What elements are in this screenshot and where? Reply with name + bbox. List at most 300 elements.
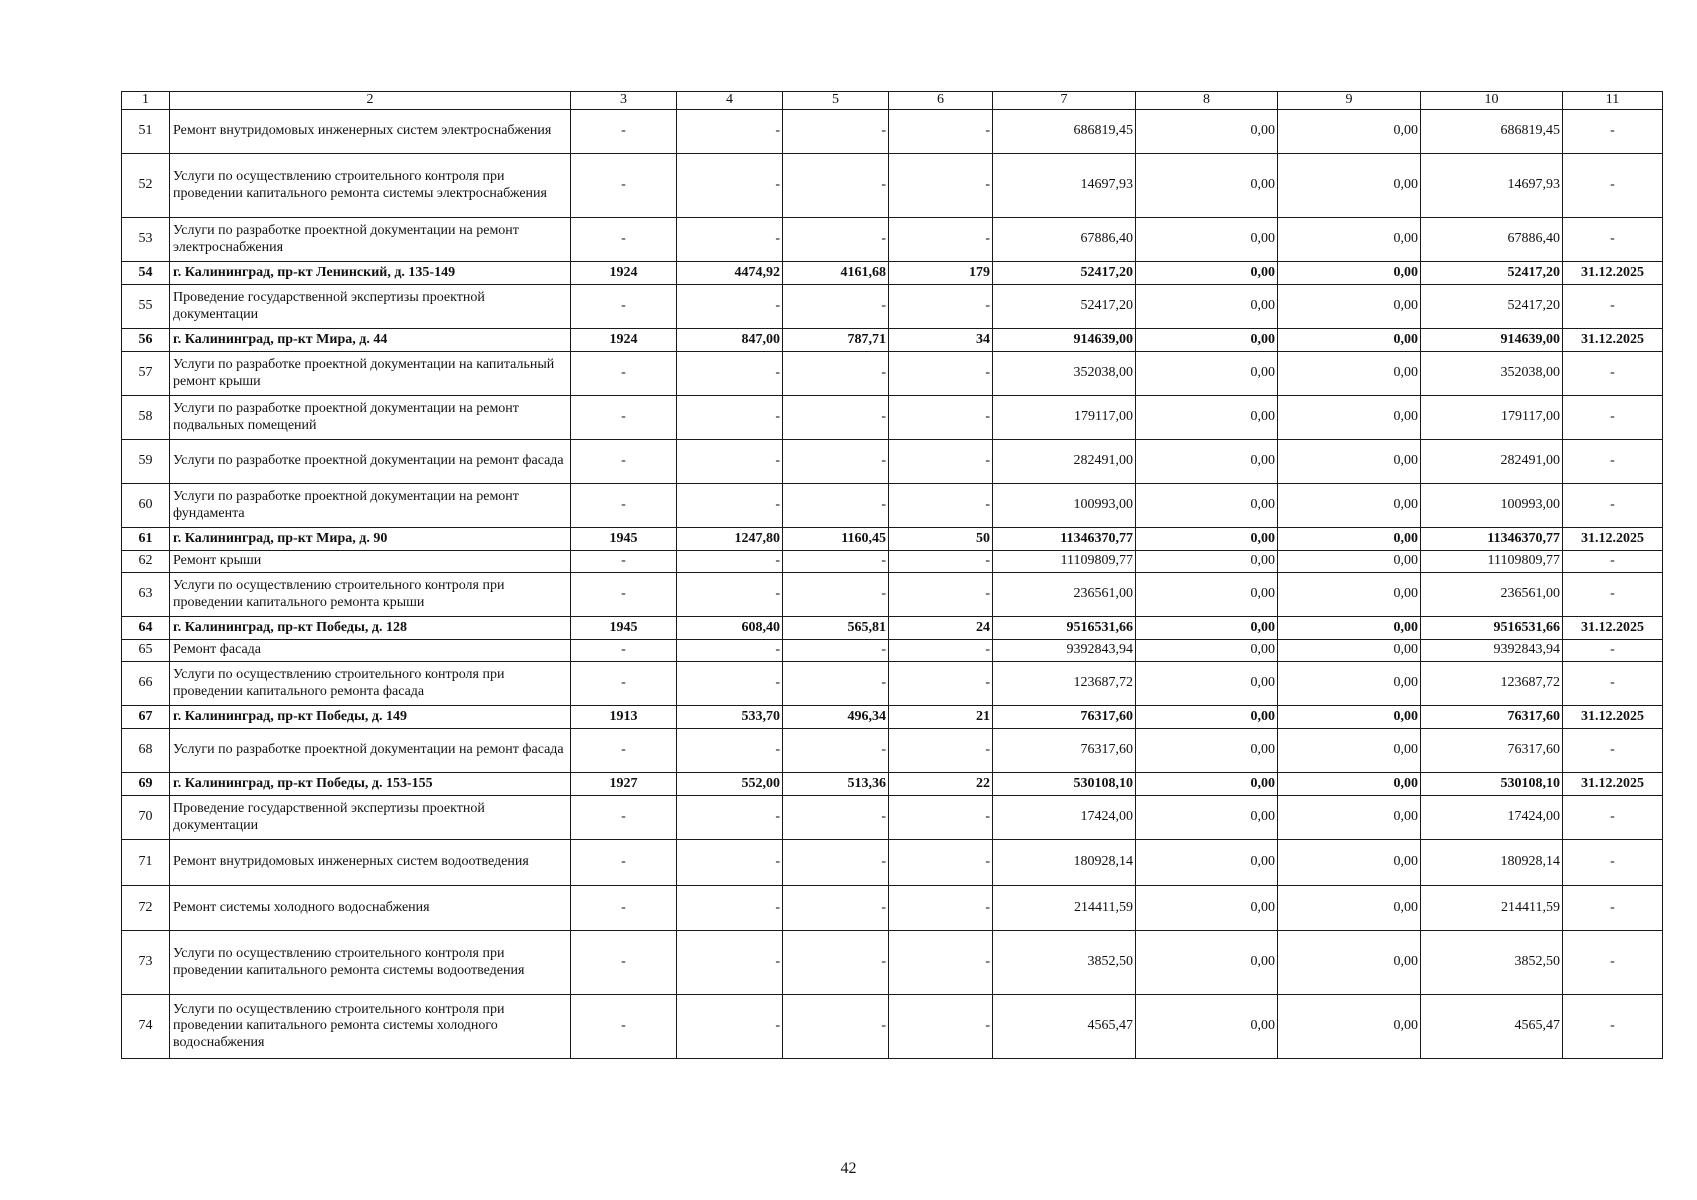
- total-area-cell: 533,70: [677, 706, 783, 729]
- item-description-cell: г. Калининград, пр-кт Победы, д. 153-155: [170, 773, 571, 796]
- table-row: [122, 662, 1663, 706]
- year-built-cell: -: [571, 484, 677, 528]
- owners-share-cell: 11109809,77: [1421, 551, 1563, 573]
- residents-count-cell: -: [889, 995, 993, 1059]
- total-cost-cell: 214411,59: [993, 886, 1136, 931]
- total-area-cell: -: [677, 154, 783, 218]
- total-cost-cell: 14697,93: [993, 154, 1136, 218]
- living-area-cell: 565,81: [783, 617, 889, 640]
- budget-share-cell: 0,00: [1278, 995, 1421, 1059]
- header-cell: 5: [783, 92, 889, 110]
- owners-share-cell: 9392843,94: [1421, 640, 1563, 662]
- budget-share-cell: 0,00: [1278, 154, 1421, 218]
- total-cost-cell: 530108,10: [993, 773, 1136, 796]
- fund-share-cell: 0,00: [1136, 886, 1278, 931]
- owners-share-cell: 180928,14: [1421, 840, 1563, 886]
- table-row: [122, 931, 1663, 995]
- budget-share-cell: 0,00: [1278, 662, 1421, 706]
- year-built-cell: -: [571, 352, 677, 396]
- table-row: [122, 840, 1663, 886]
- living-area-cell: 496,34: [783, 706, 889, 729]
- header-cell: 1: [122, 92, 170, 110]
- budget-share-cell: 0,00: [1278, 773, 1421, 796]
- item-description-cell: Услуги по осуществлению строительного контроля при проведении капитального ремонта крыши: [170, 573, 571, 617]
- item-description-cell: Услуги по разработке проектной документации на ремонт фасада: [170, 729, 571, 773]
- budget-share-cell: 0,00: [1278, 329, 1421, 352]
- year-built-cell: -: [571, 154, 677, 218]
- residents-count-cell: -: [889, 154, 993, 218]
- completion-date-cell: -: [1563, 551, 1663, 573]
- fund-share-cell: 0,00: [1136, 262, 1278, 285]
- total-area-cell: -: [677, 285, 783, 329]
- fund-share-cell: 0,00: [1136, 640, 1278, 662]
- completion-date-cell: -: [1563, 995, 1663, 1059]
- completion-date-cell: 31.12.2025: [1563, 262, 1663, 285]
- living-area-cell: -: [783, 440, 889, 484]
- table-row: [122, 640, 1663, 662]
- completion-date-cell: -: [1563, 440, 1663, 484]
- fund-share-cell: 0,00: [1136, 995, 1278, 1059]
- budget-share-cell: 0,00: [1278, 396, 1421, 440]
- year-built-cell: -: [571, 551, 677, 573]
- total-cost-cell: 914639,00: [993, 329, 1136, 352]
- living-area-cell: -: [783, 551, 889, 573]
- residents-count-cell: -: [889, 484, 993, 528]
- living-area-cell: -: [783, 285, 889, 329]
- completion-date-cell: -: [1563, 573, 1663, 617]
- budget-share-cell: 0,00: [1278, 110, 1421, 154]
- item-description-cell: Услуги по разработке проектной документации на ремонт электроснабжения: [170, 218, 571, 262]
- owners-share-cell: 67886,40: [1421, 218, 1563, 262]
- total-cost-cell: 100993,00: [993, 484, 1136, 528]
- residents-count-cell: -: [889, 931, 993, 995]
- row-number-cell: 51: [122, 110, 170, 154]
- owners-share-cell: 76317,60: [1421, 729, 1563, 773]
- total-area-cell: -: [677, 886, 783, 931]
- living-area-cell: -: [783, 931, 889, 995]
- item-description-cell: Ремонт фасада: [170, 640, 571, 662]
- item-description-cell: Услуги по разработке проектной документации на ремонт фасада: [170, 440, 571, 484]
- total-area-cell: -: [677, 840, 783, 886]
- fund-share-cell: 0,00: [1136, 617, 1278, 640]
- living-area-cell: -: [783, 396, 889, 440]
- living-area-cell: 4161,68: [783, 262, 889, 285]
- residents-count-cell: -: [889, 352, 993, 396]
- residents-count-cell: -: [889, 110, 993, 154]
- header-cell: 10: [1421, 92, 1563, 110]
- total-cost-cell: 180928,14: [993, 840, 1136, 886]
- budget-share-cell: 0,00: [1278, 262, 1421, 285]
- item-description-cell: Проведение государственной экспертизы проектной документации: [170, 796, 571, 840]
- owners-share-cell: 4565,47: [1421, 995, 1563, 1059]
- table-row: [122, 729, 1663, 773]
- total-cost-cell: 9516531,66: [993, 617, 1136, 640]
- fund-share-cell: 0,00: [1136, 396, 1278, 440]
- completion-date-cell: -: [1563, 154, 1663, 218]
- item-description-cell: Ремонт внутридомовых инженерных систем электроснабжения: [170, 110, 571, 154]
- header-cell: 4: [677, 92, 783, 110]
- total-area-cell: 1247,80: [677, 528, 783, 551]
- item-description-cell: Услуги по разработке проектной документации на ремонт подвальных помещений: [170, 396, 571, 440]
- header-cell: 6: [889, 92, 993, 110]
- year-built-cell: 1945: [571, 617, 677, 640]
- table-row: [122, 440, 1663, 484]
- owners-share-cell: 76317,60: [1421, 706, 1563, 729]
- fund-share-cell: 0,00: [1136, 551, 1278, 573]
- owners-share-cell: 9516531,66: [1421, 617, 1563, 640]
- living-area-cell: -: [783, 886, 889, 931]
- living-area-cell: 513,36: [783, 773, 889, 796]
- owners-share-cell: 530108,10: [1421, 773, 1563, 796]
- owners-share-cell: 52417,20: [1421, 285, 1563, 329]
- living-area-cell: -: [783, 218, 889, 262]
- year-built-cell: -: [571, 886, 677, 931]
- table-row: [122, 484, 1663, 528]
- total-area-cell: -: [677, 662, 783, 706]
- fund-share-cell: 0,00: [1136, 154, 1278, 218]
- completion-date-cell: 31.12.2025: [1563, 528, 1663, 551]
- table-row: [122, 796, 1663, 840]
- item-description-cell: Ремонт внутридомовых инженерных систем водоотведения: [170, 840, 571, 886]
- fund-share-cell: 0,00: [1136, 840, 1278, 886]
- budget-share-cell: 0,00: [1278, 617, 1421, 640]
- item-description-cell: Услуги по разработке проектной документации на ремонт фундамента: [170, 484, 571, 528]
- residents-count-cell: -: [889, 840, 993, 886]
- completion-date-cell: -: [1563, 484, 1663, 528]
- budget-share-cell: 0,00: [1278, 484, 1421, 528]
- completion-date-cell: -: [1563, 796, 1663, 840]
- residents-count-cell: -: [889, 662, 993, 706]
- table-row: [122, 285, 1663, 329]
- owners-share-cell: 282491,00: [1421, 440, 1563, 484]
- total-cost-cell: 179117,00: [993, 396, 1136, 440]
- living-area-cell: -: [783, 796, 889, 840]
- owners-share-cell: 11346370,77: [1421, 528, 1563, 551]
- total-area-cell: -: [677, 440, 783, 484]
- total-cost-cell: 9392843,94: [993, 640, 1136, 662]
- item-description-cell: г. Калининград, пр-кт Победы, д. 149: [170, 706, 571, 729]
- year-built-cell: 1927: [571, 773, 677, 796]
- row-number-cell: 65: [122, 640, 170, 662]
- fund-share-cell: 0,00: [1136, 931, 1278, 995]
- budget-share-cell: 0,00: [1278, 440, 1421, 484]
- header-cell: 7: [993, 92, 1136, 110]
- completion-date-cell: -: [1563, 886, 1663, 931]
- header-cell: 2: [170, 92, 571, 110]
- item-description-cell: г. Калининград, пр-кт Мира, д. 90: [170, 528, 571, 551]
- row-number-cell: 53: [122, 218, 170, 262]
- owners-share-cell: 914639,00: [1421, 329, 1563, 352]
- residents-count-cell: 50: [889, 528, 993, 551]
- header-cell: 3: [571, 92, 677, 110]
- total-area-cell: -: [677, 551, 783, 573]
- living-area-cell: -: [783, 729, 889, 773]
- total-area-cell: -: [677, 995, 783, 1059]
- total-cost-cell: 11346370,77: [993, 528, 1136, 551]
- fund-share-cell: 0,00: [1136, 484, 1278, 528]
- total-area-cell: -: [677, 218, 783, 262]
- item-description-cell: Услуги по разработке проектной документации на капитальный ремонт крыши: [170, 352, 571, 396]
- row-number-cell: 58: [122, 396, 170, 440]
- row-number-cell: 55: [122, 285, 170, 329]
- row-number-cell: 66: [122, 662, 170, 706]
- completion-date-cell: 31.12.2025: [1563, 617, 1663, 640]
- fund-share-cell: 0,00: [1136, 329, 1278, 352]
- residents-count-cell: 22: [889, 773, 993, 796]
- residents-count-cell: 21: [889, 706, 993, 729]
- owners-share-cell: 3852,50: [1421, 931, 1563, 995]
- completion-date-cell: 31.12.2025: [1563, 706, 1663, 729]
- year-built-cell: -: [571, 573, 677, 617]
- page-number: 42: [840, 1160, 857, 1177]
- budget-table: [121, 91, 1663, 1059]
- owners-share-cell: 100993,00: [1421, 484, 1563, 528]
- living-area-cell: -: [783, 154, 889, 218]
- total-cost-cell: 52417,20: [993, 262, 1136, 285]
- residents-count-cell: -: [889, 396, 993, 440]
- table-row: [122, 573, 1663, 617]
- residents-count-cell: -: [889, 285, 993, 329]
- completion-date-cell: -: [1563, 640, 1663, 662]
- year-built-cell: 1913: [571, 706, 677, 729]
- completion-date-cell: -: [1563, 110, 1663, 154]
- year-built-cell: -: [571, 396, 677, 440]
- owners-share-cell: 352038,00: [1421, 352, 1563, 396]
- item-description-cell: Услуги по осуществлению строительного контроля при проведении капитального ремонта системы холодного водоснабжения: [170, 995, 571, 1059]
- budget-share-cell: 0,00: [1278, 285, 1421, 329]
- residents-count-cell: -: [889, 218, 993, 262]
- total-area-cell: -: [677, 931, 783, 995]
- row-number-cell: 72: [122, 886, 170, 931]
- fund-share-cell: 0,00: [1136, 285, 1278, 329]
- address-row: [122, 773, 1663, 796]
- fund-share-cell: 0,00: [1136, 352, 1278, 396]
- row-number-cell: 68: [122, 729, 170, 773]
- row-number-cell: 74: [122, 995, 170, 1059]
- living-area-cell: -: [783, 352, 889, 396]
- residents-count-cell: 34: [889, 329, 993, 352]
- residents-count-cell: -: [889, 440, 993, 484]
- budget-share-cell: 0,00: [1278, 706, 1421, 729]
- fund-share-cell: 0,00: [1136, 706, 1278, 729]
- total-cost-cell: 76317,60: [993, 729, 1136, 773]
- total-cost-cell: 282491,00: [993, 440, 1136, 484]
- header-cell: 8: [1136, 92, 1278, 110]
- completion-date-cell: 31.12.2025: [1563, 329, 1663, 352]
- owners-share-cell: 236561,00: [1421, 573, 1563, 617]
- row-number-cell: 59: [122, 440, 170, 484]
- row-number-cell: 56: [122, 329, 170, 352]
- table-row: [122, 154, 1663, 218]
- row-number-cell: 54: [122, 262, 170, 285]
- item-description-cell: г. Калининград, пр-кт Мира, д. 44: [170, 329, 571, 352]
- table-row: [122, 551, 1663, 573]
- total-area-cell: -: [677, 396, 783, 440]
- owners-share-cell: 214411,59: [1421, 886, 1563, 931]
- living-area-cell: 1160,45: [783, 528, 889, 551]
- living-area-cell: -: [783, 573, 889, 617]
- total-cost-cell: 11109809,77: [993, 551, 1136, 573]
- budget-share-cell: 0,00: [1278, 729, 1421, 773]
- living-area-cell: -: [783, 840, 889, 886]
- total-area-cell: -: [677, 640, 783, 662]
- budget-share-cell: 0,00: [1278, 796, 1421, 840]
- owners-share-cell: 14697,93: [1421, 154, 1563, 218]
- total-cost-cell: 4565,47: [993, 995, 1136, 1059]
- fund-share-cell: 0,00: [1136, 110, 1278, 154]
- residents-count-cell: -: [889, 729, 993, 773]
- budget-share-cell: 0,00: [1278, 573, 1421, 617]
- year-built-cell: -: [571, 796, 677, 840]
- row-number-cell: 63: [122, 573, 170, 617]
- item-description-cell: г. Калининград, пр-кт Победы, д. 128: [170, 617, 571, 640]
- year-built-cell: -: [571, 285, 677, 329]
- row-number-cell: 69: [122, 773, 170, 796]
- total-cost-cell: 352038,00: [993, 352, 1136, 396]
- residents-count-cell: -: [889, 796, 993, 840]
- living-area-cell: -: [783, 662, 889, 706]
- address-row: [122, 262, 1663, 285]
- row-number-cell: 52: [122, 154, 170, 218]
- completion-date-cell: -: [1563, 931, 1663, 995]
- row-number-cell: 57: [122, 352, 170, 396]
- residents-count-cell: -: [889, 886, 993, 931]
- owners-share-cell: 179117,00: [1421, 396, 1563, 440]
- budget-share-cell: 0,00: [1278, 352, 1421, 396]
- total-cost-cell: 52417,20: [993, 285, 1136, 329]
- completion-date-cell: -: [1563, 285, 1663, 329]
- year-built-cell: 1924: [571, 329, 677, 352]
- table-row: [122, 995, 1663, 1059]
- row-number-cell: 61: [122, 528, 170, 551]
- residents-count-cell: -: [889, 551, 993, 573]
- residents-count-cell: 179: [889, 262, 993, 285]
- residents-count-cell: -: [889, 640, 993, 662]
- row-number-cell: 70: [122, 796, 170, 840]
- completion-date-cell: -: [1563, 396, 1663, 440]
- item-description-cell: Ремонт системы холодного водоснабжения: [170, 886, 571, 931]
- address-row: [122, 706, 1663, 729]
- year-built-cell: -: [571, 440, 677, 484]
- budget-share-cell: 0,00: [1278, 886, 1421, 931]
- total-area-cell: -: [677, 484, 783, 528]
- table-body: [122, 92, 1663, 1059]
- total-area-cell: -: [677, 573, 783, 617]
- row-number-cell: 67: [122, 706, 170, 729]
- total-cost-cell: 3852,50: [993, 931, 1136, 995]
- header-cell: 11: [1563, 92, 1663, 110]
- year-built-cell: -: [571, 840, 677, 886]
- total-area-cell: -: [677, 729, 783, 773]
- living-area-cell: -: [783, 640, 889, 662]
- total-cost-cell: 236561,00: [993, 573, 1136, 617]
- total-cost-cell: 76317,60: [993, 706, 1136, 729]
- budget-share-cell: 0,00: [1278, 551, 1421, 573]
- row-number-cell: 60: [122, 484, 170, 528]
- budget-share-cell: 0,00: [1278, 931, 1421, 995]
- living-area-cell: -: [783, 995, 889, 1059]
- address-row: [122, 528, 1663, 551]
- row-number-cell: 64: [122, 617, 170, 640]
- total-area-cell: 4474,92: [677, 262, 783, 285]
- completion-date-cell: -: [1563, 662, 1663, 706]
- header-cell: 9: [1278, 92, 1421, 110]
- total-area-cell: -: [677, 352, 783, 396]
- total-area-cell: 608,40: [677, 617, 783, 640]
- item-description-cell: Услуги по осуществлению строительного контроля при проведении капитального ремонта системы водоотведения: [170, 931, 571, 995]
- item-description-cell: Услуги по осуществлению строительного контроля при проведении капитального ремонта фасада: [170, 662, 571, 706]
- table-row: [122, 218, 1663, 262]
- fund-share-cell: 0,00: [1136, 796, 1278, 840]
- address-row: [122, 617, 1663, 640]
- year-built-cell: 1924: [571, 262, 677, 285]
- budget-share-cell: 0,00: [1278, 640, 1421, 662]
- table-row: [122, 396, 1663, 440]
- living-area-cell: -: [783, 110, 889, 154]
- fund-share-cell: 0,00: [1136, 729, 1278, 773]
- completion-date-cell: 31.12.2025: [1563, 773, 1663, 796]
- table-row: [122, 886, 1663, 931]
- fund-share-cell: 0,00: [1136, 773, 1278, 796]
- item-description-cell: Проведение государственной экспертизы проектной документации: [170, 285, 571, 329]
- year-built-cell: 1945: [571, 528, 677, 551]
- table-row: [122, 110, 1663, 154]
- row-number-cell: 73: [122, 931, 170, 995]
- year-built-cell: -: [571, 729, 677, 773]
- completion-date-cell: -: [1563, 352, 1663, 396]
- column-number-header-row: [122, 92, 1663, 110]
- year-built-cell: -: [571, 218, 677, 262]
- completion-date-cell: -: [1563, 729, 1663, 773]
- address-row: [122, 329, 1663, 352]
- fund-share-cell: 0,00: [1136, 528, 1278, 551]
- total-area-cell: 847,00: [677, 329, 783, 352]
- table-row: [122, 352, 1663, 396]
- item-description-cell: Ремонт крыши: [170, 551, 571, 573]
- owners-share-cell: 17424,00: [1421, 796, 1563, 840]
- fund-share-cell: 0,00: [1136, 662, 1278, 706]
- living-area-cell: 787,71: [783, 329, 889, 352]
- owners-share-cell: 52417,20: [1421, 262, 1563, 285]
- total-cost-cell: 17424,00: [993, 796, 1136, 840]
- fund-share-cell: 0,00: [1136, 573, 1278, 617]
- completion-date-cell: -: [1563, 218, 1663, 262]
- item-description-cell: Услуги по осуществлению строительного контроля при проведении капитального ремонта системы электроснабжения: [170, 154, 571, 218]
- fund-share-cell: 0,00: [1136, 440, 1278, 484]
- budget-share-cell: 0,00: [1278, 218, 1421, 262]
- year-built-cell: -: [571, 110, 677, 154]
- item-description-cell: г. Калининград, пр-кт Ленинский, д. 135-149: [170, 262, 571, 285]
- total-area-cell: -: [677, 110, 783, 154]
- total-cost-cell: 123687,72: [993, 662, 1136, 706]
- year-built-cell: -: [571, 662, 677, 706]
- residents-count-cell: -: [889, 573, 993, 617]
- budget-share-cell: 0,00: [1278, 840, 1421, 886]
- living-area-cell: -: [783, 484, 889, 528]
- row-number-cell: 62: [122, 551, 170, 573]
- owners-share-cell: 123687,72: [1421, 662, 1563, 706]
- year-built-cell: -: [571, 640, 677, 662]
- residents-count-cell: 24: [889, 617, 993, 640]
- year-built-cell: -: [571, 995, 677, 1059]
- total-cost-cell: 67886,40: [993, 218, 1136, 262]
- total-area-cell: 552,00: [677, 773, 783, 796]
- year-built-cell: -: [571, 931, 677, 995]
- completion-date-cell: -: [1563, 840, 1663, 886]
- budget-share-cell: 0,00: [1278, 528, 1421, 551]
- total-cost-cell: 686819,45: [993, 110, 1136, 154]
- row-number-cell: 71: [122, 840, 170, 886]
